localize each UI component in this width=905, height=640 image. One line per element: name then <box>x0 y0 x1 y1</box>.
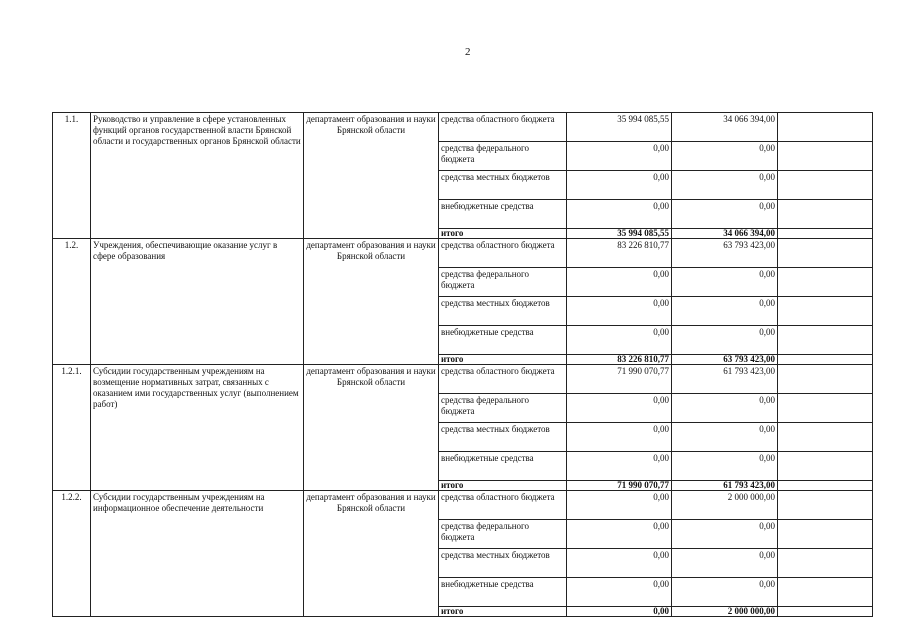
amount-col-1: 35 994 085,55 <box>567 113 672 142</box>
empty-cell <box>778 229 873 239</box>
amount-col-2: 0,00 <box>672 326 778 355</box>
empty-cell <box>778 142 873 171</box>
table-row <box>53 365 873 394</box>
amount-col-2: 0,00 <box>672 142 778 171</box>
item-number: 1.2.1. <box>53 365 91 491</box>
funding-source: средства областного бюджета <box>439 113 567 142</box>
empty-cell <box>778 452 873 481</box>
total-amount-1: 0,00 <box>567 607 672 617</box>
funding-source: внебюджетные средства <box>439 326 567 355</box>
item-name: Учреждения, обеспечивающие оказание услуг в сфере образования <box>91 239 304 365</box>
empty-cell <box>778 239 873 268</box>
total-label: итого <box>439 607 567 617</box>
amount-col-2: 0,00 <box>672 297 778 326</box>
funding-source: средства местных бюджетов <box>439 549 567 578</box>
total-amount-2: 61 793 423,00 <box>672 481 778 491</box>
empty-cell <box>778 607 873 617</box>
empty-cell <box>778 200 873 229</box>
item-executor: департамент образования и науки Брянской области <box>304 113 439 239</box>
amount-col-2: 2 000 000,00 <box>672 491 778 520</box>
empty-cell <box>778 113 873 142</box>
funding-source: внебюджетные средства <box>439 200 567 229</box>
item-executor: департамент образования и науки Брянской области <box>304 491 439 617</box>
amount-col-1: 0,00 <box>567 326 672 355</box>
empty-cell <box>778 268 873 297</box>
funding-source: средства федерального бюджета <box>439 520 567 549</box>
total-amount-1: 83 226 810,77 <box>567 355 672 365</box>
amount-col-2: 0,00 <box>672 200 778 229</box>
budget-table-body <box>53 113 873 617</box>
empty-cell <box>778 481 873 491</box>
amount-col-2: 63 793 423,00 <box>672 239 778 268</box>
amount-col-2: 0,00 <box>672 268 778 297</box>
empty-cell <box>778 549 873 578</box>
funding-source: средства местных бюджетов <box>439 297 567 326</box>
amount-col-1: 0,00 <box>567 452 672 481</box>
amount-col-1: 0,00 <box>567 268 672 297</box>
amount-col-2: 0,00 <box>672 520 778 549</box>
amount-col-1: 0,00 <box>567 423 672 452</box>
funding-source: средства федерального бюджета <box>439 268 567 297</box>
funding-source: средства местных бюджетов <box>439 171 567 200</box>
item-number: 1.2. <box>53 239 91 365</box>
total-label: итого <box>439 355 567 365</box>
amount-col-2: 0,00 <box>672 171 778 200</box>
amount-col-1: 0,00 <box>567 200 672 229</box>
total-amount-1: 71 990 070,77 <box>567 481 672 491</box>
funding-source: средства областного бюджета <box>439 365 567 394</box>
funding-source: внебюджетные средства <box>439 452 567 481</box>
total-amount-2: 63 793 423,00 <box>672 355 778 365</box>
total-label: итого <box>439 229 567 239</box>
amount-col-2: 0,00 <box>672 423 778 452</box>
total-label: итого <box>439 481 567 491</box>
funding-source: внебюджетные средства <box>439 578 567 607</box>
budget-table <box>52 112 873 617</box>
amount-col-1: 0,00 <box>567 297 672 326</box>
item-name: Руководство и управление в сфере установленных функций органов государственной власти Брянской области и государственных органов Брянской области <box>91 113 304 239</box>
amount-col-1: 0,00 <box>567 491 672 520</box>
item-number: 1.1. <box>53 113 91 239</box>
amount-col-1: 0,00 <box>567 142 672 171</box>
amount-col-1: 0,00 <box>567 520 672 549</box>
total-amount-2: 2 000 000,00 <box>672 607 778 617</box>
amount-col-1: 71 990 070,77 <box>567 365 672 394</box>
item-executor: департамент образования и науки Брянской области <box>304 365 439 491</box>
empty-cell <box>778 578 873 607</box>
funding-source: средства областного бюджета <box>439 239 567 268</box>
amount-col-1: 0,00 <box>567 394 672 423</box>
empty-cell <box>778 520 873 549</box>
amount-col-1: 0,00 <box>567 578 672 607</box>
funding-source: средства федерального бюджета <box>439 142 567 171</box>
table-row <box>53 113 873 142</box>
amount-col-2: 61 793 423,00 <box>672 365 778 394</box>
amount-col-2: 0,00 <box>672 578 778 607</box>
empty-cell <box>778 297 873 326</box>
item-executor: департамент образования и науки Брянской области <box>304 239 439 365</box>
table-row <box>53 491 873 520</box>
item-name: Субсидии государственным учреждениям на возмещение нормативных затрат, связанных с оказанием ими государственных услуг (выполнением работ) <box>91 365 304 491</box>
table-row <box>53 239 873 268</box>
funding-source: средства местных бюджетов <box>439 423 567 452</box>
funding-source: средства федерального бюджета <box>439 394 567 423</box>
total-amount-2: 34 066 394,00 <box>672 229 778 239</box>
amount-col-1: 83 226 810,77 <box>567 239 672 268</box>
empty-cell <box>778 394 873 423</box>
empty-cell <box>778 326 873 355</box>
amount-col-1: 0,00 <box>567 549 672 578</box>
amount-col-1: 0,00 <box>567 171 672 200</box>
amount-col-2: 34 066 394,00 <box>672 113 778 142</box>
item-name: Субсидии государственным учреждениям на информационное обеспечение деятельности <box>91 491 304 617</box>
amount-col-2: 0,00 <box>672 452 778 481</box>
total-amount-1: 35 994 085,55 <box>567 229 672 239</box>
item-number: 1.2.2. <box>53 491 91 617</box>
empty-cell <box>778 365 873 394</box>
empty-cell <box>778 171 873 200</box>
empty-cell <box>778 423 873 452</box>
empty-cell <box>778 355 873 365</box>
funding-source: средства областного бюджета <box>439 491 567 520</box>
page-number: 2 <box>465 46 471 58</box>
empty-cell <box>778 491 873 520</box>
amount-col-2: 0,00 <box>672 394 778 423</box>
amount-col-2: 0,00 <box>672 549 778 578</box>
